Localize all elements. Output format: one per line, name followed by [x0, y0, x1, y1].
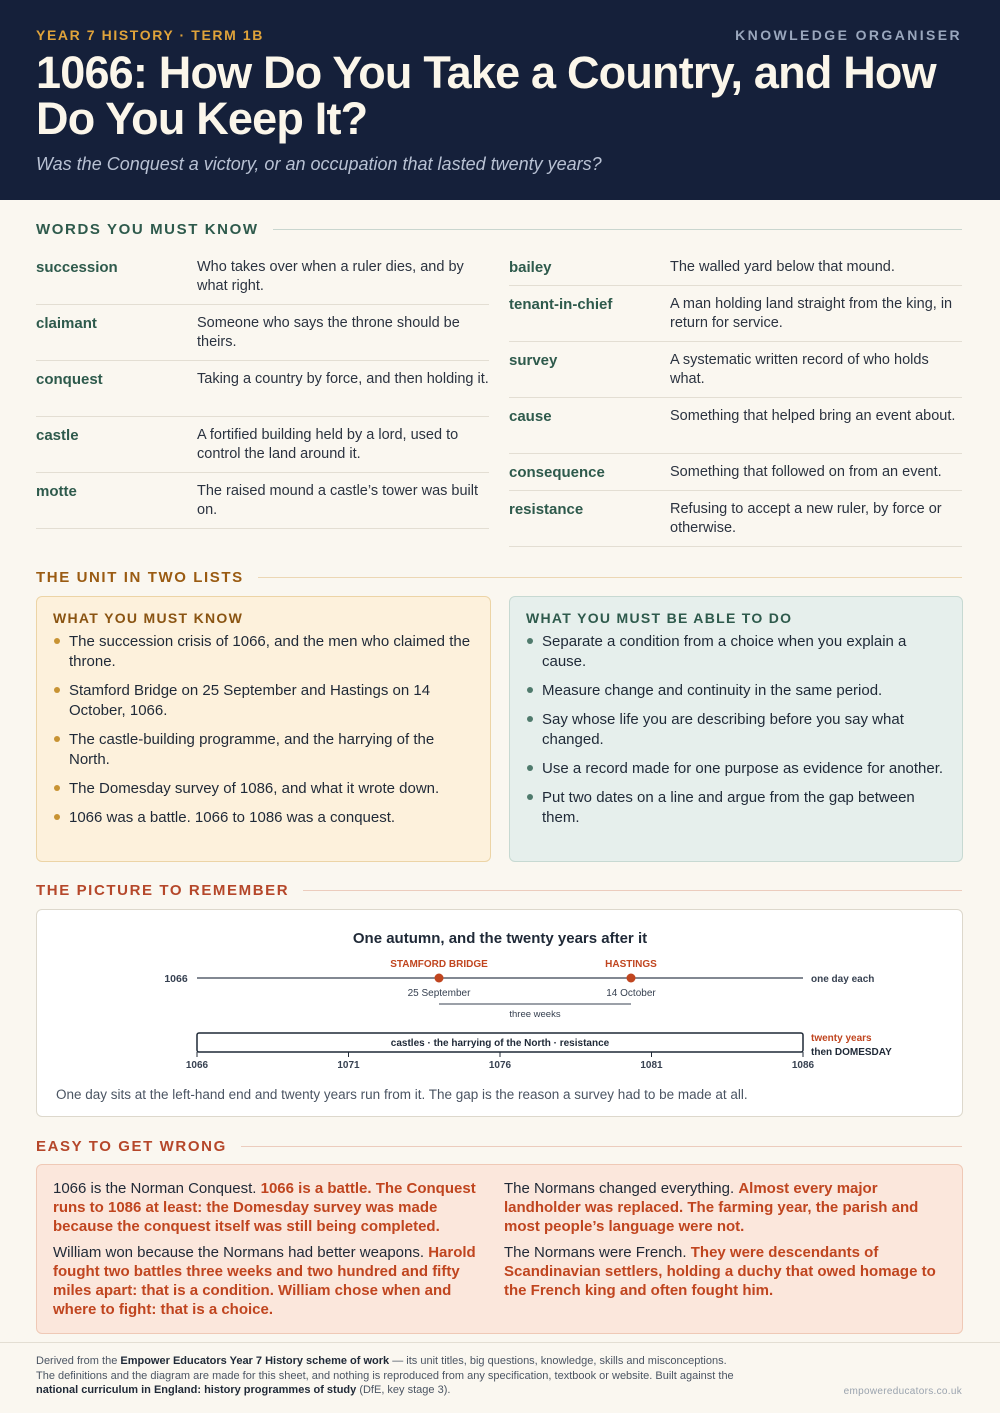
- glossary-term: bailey: [509, 259, 552, 276]
- glossary-row: [36, 249, 489, 305]
- glossary-term: consequence: [509, 464, 605, 481]
- misconception-item: [53, 1243, 493, 1319]
- top-line-end-label: one day each: [811, 974, 875, 985]
- footer-website: empowereducators.co.uk: [843, 1386, 962, 1397]
- section-title: EASY TO GET WRONG: [36, 1137, 227, 1155]
- glossary-row: [509, 342, 962, 398]
- footer-text: — its unit titles, big questions, knowledge, skills and misconceptions.: [389, 1355, 727, 1367]
- must-know-list: [53, 632, 474, 828]
- misconception-myth: The Normans changed everything.: [504, 1180, 735, 1197]
- list-item: The Domesday survey of 1086, and what it wrote down.: [53, 779, 474, 799]
- list-item: Put two dates on a line and argue from the gap between them.: [526, 788, 946, 828]
- glossary-definition: A systematic written record of who holds what.: [670, 352, 929, 387]
- glossary-term: survey: [509, 352, 558, 369]
- section-rule: [303, 890, 962, 891]
- glossary-column-left: [36, 249, 489, 547]
- list-item: Measure change and continuity in the same period.: [526, 681, 946, 701]
- glossary-row: [509, 398, 962, 454]
- footer-text: Derived from the: [36, 1355, 121, 1367]
- glossary-row: [509, 491, 962, 547]
- bar-end-label-1: twenty years: [811, 1033, 872, 1044]
- glossary-term: claimant: [36, 315, 97, 332]
- footer-text: The definitions and the diagram are made for this sheet, and nothing is reproduced from any specification, textbook or website. Built against the: [36, 1369, 734, 1382]
- section-rule: [241, 1146, 962, 1147]
- timeline-diagram: [36, 909, 963, 1117]
- page-subtitle: Was the Conquest a victory, or an occupation that lasted twenty years?: [36, 154, 602, 174]
- year-tick-label: 1081: [640, 1060, 663, 1071]
- glossary-row: [509, 286, 962, 342]
- event-hastings-label: HASTINGS: [605, 959, 657, 970]
- timeline-svg: [37, 910, 964, 1085]
- glossary-definition: A fortified building held by a lord, used to control the land around it.: [197, 427, 459, 462]
- must-do-box: [509, 596, 963, 862]
- must-know-box: [36, 596, 491, 862]
- footer-credits: [36, 1354, 756, 1398]
- must-know-heading: WHAT YOU MUST KNOW: [53, 610, 244, 626]
- glossary-definition: Who takes over when a ruler dies, and by what right.: [197, 259, 464, 294]
- section-heading-picture: [36, 880, 962, 900]
- section-heading-lists: [36, 567, 962, 587]
- diagram-title: One autumn, and the twenty years after it: [352, 930, 648, 947]
- glossary-definition: Something that followed on from an event.: [670, 464, 942, 480]
- glossary-definition: Someone who says the throne should be theirs.: [197, 315, 460, 350]
- footer-source-name: Empower Educators Year 7 History scheme of work: [120, 1355, 390, 1367]
- glossary-definition: Something that helped bring an event about.: [670, 408, 956, 424]
- glossary-row: [36, 361, 489, 417]
- glossary-row: [36, 473, 489, 529]
- misconception-myth: 1066 is the Norman Conquest.: [53, 1180, 257, 1197]
- glossary-definition: The walled yard below that mound.: [670, 259, 895, 275]
- page-header: [0, 0, 1000, 200]
- glossary-row: [509, 249, 962, 286]
- glossary-definition: The raised mound a castle’s tower was built on.: [197, 483, 479, 518]
- list-item: The castle-building programme, and the harrying of the North.: [53, 730, 474, 770]
- section-rule: [258, 577, 962, 578]
- year-tick-label: 1076: [488, 1060, 512, 1071]
- misconception-item: [504, 1179, 946, 1236]
- misconception-correction: They were descendants of Scandinavian settlers, holding a duchy that owed homage to the French king and often fought him.: [504, 1244, 936, 1299]
- section-title: THE PICTURE TO REMEMBER: [36, 881, 290, 899]
- misconception-correction: Harold fought two battles three weeks and two hundred and fifty miles apart: that is a condition. William chose when and where to fight: that is a choice.: [53, 1244, 476, 1318]
- footer-curriculum-name: national curriculum in England: history programmes of study: [36, 1384, 357, 1396]
- list-item: The succession crisis of 1066, and the men who claimed the throne.: [53, 632, 474, 672]
- glossary: [36, 249, 962, 547]
- glossary-row: [36, 305, 489, 361]
- section-heading-words: [36, 219, 962, 239]
- list-item: Say whose life you are describing before you say what changed.: [526, 710, 946, 750]
- unit-kicker: YEAR 7 HISTORY · TERM 1B: [36, 27, 264, 43]
- section-rule: [273, 229, 962, 230]
- misconception-correction: 1066 is a battle. The Conquest runs to 1086 at least: the Domesday survey was made because the conquest itself was still being completed.: [53, 1180, 476, 1235]
- misconception-item: [53, 1179, 493, 1236]
- glossary-definition: A man holding land straight from the king, in return for service.: [670, 296, 953, 331]
- section-title: THE UNIT IN TWO LISTS: [36, 568, 244, 586]
- glossary-term: motte: [36, 483, 77, 500]
- list-item: Use a record made for one purpose as evidence for another.: [526, 759, 946, 779]
- misconception-correction: Almost every major landholder was replaced. The farming year, the parish and most people’s language were not.: [504, 1180, 919, 1235]
- year-ticks: [186, 1052, 815, 1071]
- bar-end-label-2: then DOMESDAY: [811, 1047, 892, 1058]
- list-item: 1066 was a battle. 1066 to 1086 was a conquest.: [53, 808, 474, 828]
- gap-label: three weeks: [509, 1009, 561, 1020]
- footer-divider: [0, 1342, 1000, 1343]
- event-stamford-bridge-date: 25 September: [407, 988, 471, 999]
- glossary-term: resistance: [509, 501, 584, 518]
- section-title: WORDS YOU MUST KNOW: [36, 220, 259, 238]
- glossary-column-right: [509, 249, 962, 547]
- list-item: Separate a condition from a choice when you explain a cause.: [526, 632, 946, 672]
- glossary-term: succession: [36, 259, 118, 276]
- event-hastings-date: 14 October: [606, 988, 656, 999]
- glossary-term: cause: [509, 408, 552, 425]
- misconception-myth: The Normans were French.: [504, 1244, 687, 1261]
- glossary-term: tenant-in-chief: [509, 296, 613, 313]
- misconceptions-box: [36, 1164, 963, 1334]
- year-tick-label: 1071: [337, 1060, 360, 1071]
- glossary-definition: Taking a country by force, and then holding it.: [197, 371, 489, 387]
- diagram-caption: One day sits at the left-hand end and twenty years run from it. The gap is the reason a survey had to be made at all.: [56, 1087, 748, 1102]
- glossary-row: [509, 454, 962, 491]
- section-heading-wrong: [36, 1136, 962, 1156]
- misconceptions-column-left: [53, 1179, 493, 1319]
- year-tick-label: 1066: [185, 1060, 209, 1071]
- misconception-item: [504, 1243, 946, 1300]
- must-do-list: [526, 632, 946, 828]
- event-stamford-bridge-marker: [435, 974, 444, 983]
- must-do-heading: WHAT YOU MUST BE ABLE TO DO: [526, 610, 793, 626]
- footer-text: (DfE, key stage 3).: [356, 1384, 451, 1396]
- glossary-definition: Refusing to accept a new ruler, by force or otherwise.: [670, 501, 942, 536]
- twenty-years-bar-text: castles · the harrying of the North · resistance: [390, 1038, 610, 1049]
- glossary-row: [36, 417, 489, 473]
- page-title: 1066: How Do You Take a Country, and How Do You Keep It?: [36, 47, 936, 144]
- document-type-label: KNOWLEDGE ORGANISER: [735, 27, 962, 43]
- glossary-term: castle: [36, 427, 79, 444]
- misconception-myth: William won because the Normans had better weapons.: [53, 1244, 425, 1261]
- event-hastings-marker: [627, 974, 636, 983]
- year-tick-label: 1086: [791, 1060, 815, 1071]
- event-stamford-bridge-label: STAMFORD BRIDGE: [390, 959, 488, 970]
- glossary-term: conquest: [36, 371, 103, 388]
- misconceptions-column-right: [504, 1179, 946, 1319]
- list-item: Stamford Bridge on 25 September and Hastings on 14 October, 1066.: [53, 681, 474, 721]
- top-line-start-label: 1066: [164, 973, 188, 985]
